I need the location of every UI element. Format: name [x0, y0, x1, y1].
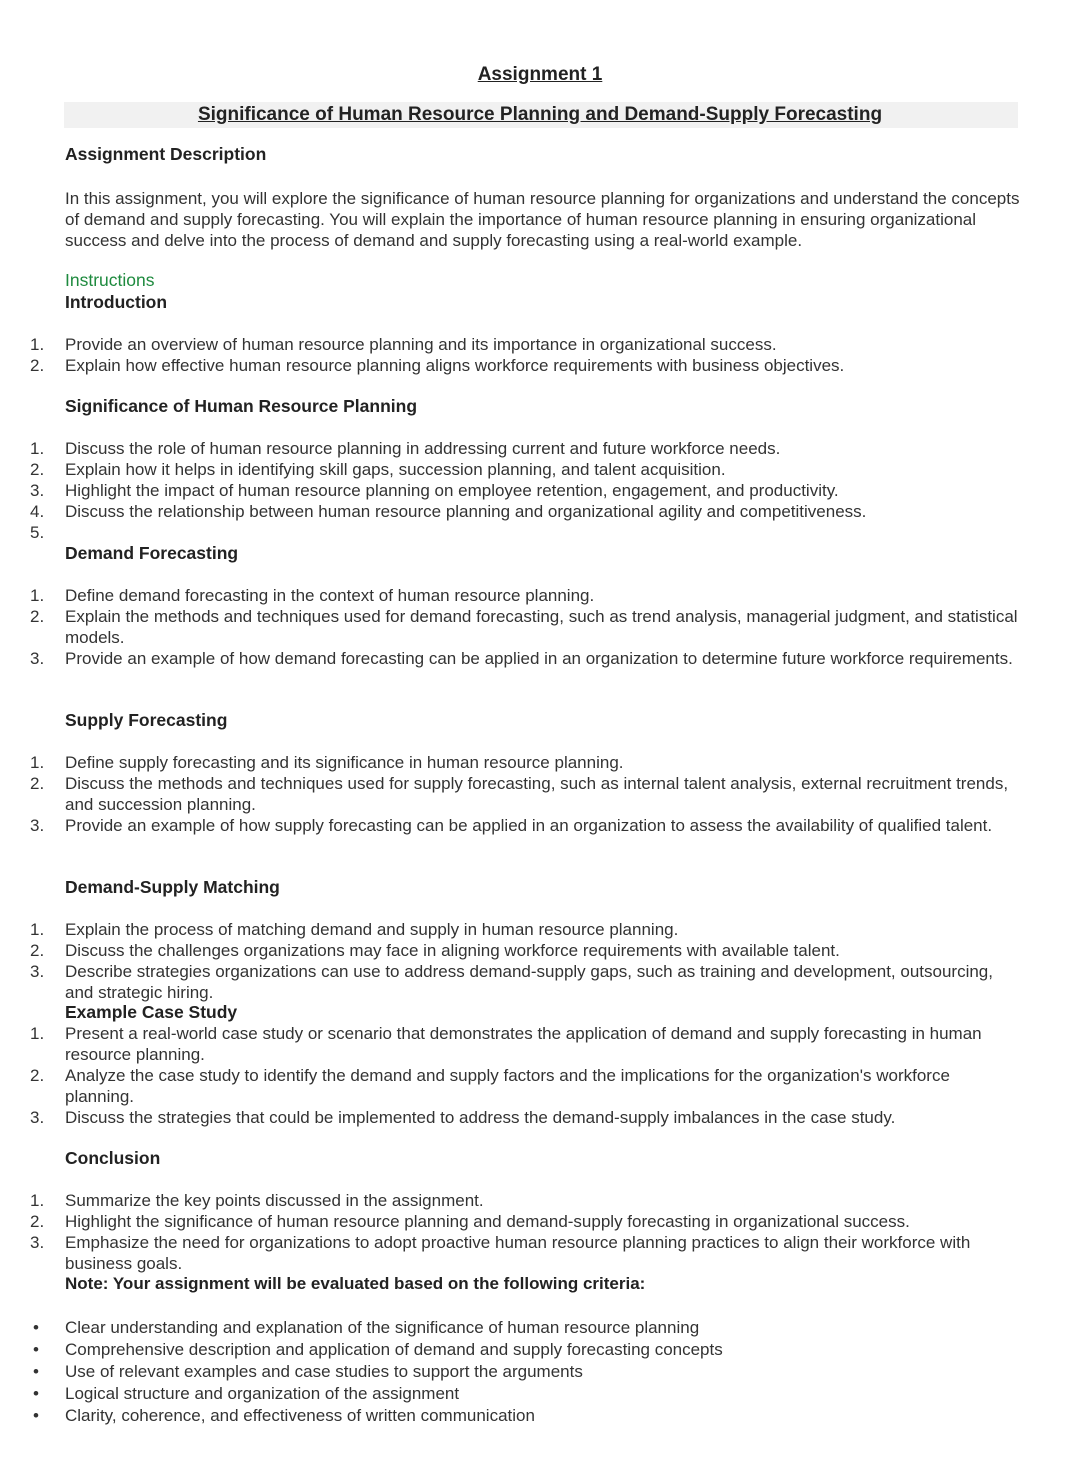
bullet-icon: • [33, 1362, 39, 1381]
list-item-text: Explain the methods and techniques used for demand forecasting, such as trend analysis, managerial judgment, and statistical models. [65, 607, 1018, 647]
list-number: 1. [30, 439, 45, 458]
list-item-text: Explain how effective human resource planning aligns workforce requirements with business objectives. [65, 356, 845, 375]
list-number: 1. [30, 920, 45, 939]
list-number: 1. [30, 1191, 45, 1210]
page-title: Assignment 1 [477, 64, 603, 85]
criteria-text: Comprehensive description and application of demand and supply forecasting concepts [65, 1340, 723, 1359]
supply-heading: Supply Forecasting [65, 710, 228, 730]
criteria-text: Clarity, coherence, and effectiveness of written communication [65, 1406, 535, 1425]
bullet-icon: • [33, 1406, 39, 1425]
demand-heading: Demand Forecasting [65, 543, 239, 563]
bullet-icon: • [33, 1340, 39, 1359]
list-number: 3. [30, 649, 45, 668]
significance-heading: Significance of Human Resource Planning [65, 396, 418, 416]
list-number: 1. [30, 1024, 45, 1043]
list-item-text: Provide an example of how supply forecasting can be applied in an organization to assess the availability of qualified talent. [65, 816, 993, 835]
list-number: 2. [30, 607, 45, 626]
list-item-text: Highlight the significance of human resource planning and demand-supply forecasting in organizational success. [65, 1212, 910, 1231]
bullet-icon: • [33, 1318, 39, 1337]
list-number: 1. [30, 753, 45, 772]
conclusion-heading: Conclusion [65, 1148, 161, 1168]
list-number: 1. [30, 586, 45, 605]
list-number: 2. [30, 1066, 45, 1085]
list-item-text: Explain how it helps in identifying skill gaps, succession planning, and talent acquisition. [65, 460, 726, 479]
list-item-text: Define demand forecasting in the context of human resource planning. [65, 586, 595, 605]
list-item-text: Discuss the role of human resource planning in addressing current and future workforce needs. [65, 439, 781, 458]
list-item-text: Analyze the case study to identify the demand and supply factors and the implications for the organization's workforce planning. [65, 1066, 950, 1106]
criteria-text: Use of relevant examples and case studies to support the arguments [65, 1362, 583, 1381]
note-heading: Note: Your assignment will be evaluated based on the following criteria: [65, 1274, 646, 1293]
list-number: 2. [30, 774, 45, 793]
list-number: 1. [30, 335, 45, 354]
list-number: 2. [30, 460, 45, 479]
list-item-text: Discuss the relationship between human resource planning and organizational agility and competitiveness. [65, 502, 867, 521]
list-number: 3. [30, 816, 45, 835]
list-item-text: Define supply forecasting and its significance in human resource planning. [65, 753, 624, 772]
page-subtitle: Significance of Human Resource Planning and Demand-Supply Forecasting [197, 104, 883, 125]
instructions-label: Instructions [65, 270, 155, 290]
list-number: 5. [30, 523, 45, 542]
list-item-text: Present a real-world case study or scenario that demonstrates the application of demand and supply forecasting in human resource planning. [65, 1024, 982, 1064]
list-item-text: Discuss the strategies that could be implemented to address the demand-supply imbalances in the case study. [65, 1108, 896, 1127]
list-number: 3. [30, 481, 45, 500]
list-number: 4. [30, 502, 45, 521]
list-item-text: Describe strategies organizations can use to address demand-supply gaps, such as training and development, outsourcing, and strategic hiring. [65, 962, 993, 1002]
criteria-text: Clear understanding and explanation of the significance of human resource planning [65, 1318, 700, 1337]
list-item-text: Provide an overview of human resource planning and its importance in organizational success. [65, 335, 777, 354]
list-item-text: Discuss the challenges organizations may face in aligning workforce requirements with available talent. [65, 941, 840, 960]
bullet-icon: • [33, 1384, 39, 1403]
introduction-heading: Introduction [65, 292, 168, 312]
list-item-text: Summarize the key points discussed in the assignment. [65, 1191, 484, 1210]
description-body: In this assignment, you will explore the significance of human resource planning for organizations and understand the concepts of demand and supply forecasting. You will explain the importance of human resource planning in ensuring organizational success and delve into the process of demand and supply forecasting using a real-world example. [65, 189, 1020, 250]
criteria-text: Logical structure and organization of the assignment [65, 1384, 460, 1403]
list-number: 3. [30, 1108, 45, 1127]
list-number: 3. [30, 962, 45, 981]
list-item-text: Provide an example of how demand forecasting can be applied in an organization to determine future workforce requirements. [65, 649, 1013, 668]
list-number: 2. [30, 356, 45, 375]
list-number: 2. [30, 1212, 45, 1231]
matching-heading: Demand-Supply Matching [65, 877, 280, 897]
list-item-text: Emphasize the need for organizations to adopt proactive human resource planning practices to align their workforce with business goals. [65, 1233, 971, 1273]
case-study-heading: Example Case Study [65, 1002, 238, 1022]
list-item-text: Explain the process of matching demand and supply in human resource planning. [65, 920, 679, 939]
list-number: 2. [30, 941, 45, 960]
list-number: 3. [30, 1233, 45, 1252]
description-heading: Assignment Description [65, 144, 267, 164]
list-item-text: Discuss the methods and techniques used for supply forecasting, such as internal talent analysis, external recruitment trends, and succession planning. [65, 774, 1009, 814]
list-item-text: Highlight the impact of human resource planning on employee retention, engagement, and productivity. [65, 481, 839, 500]
